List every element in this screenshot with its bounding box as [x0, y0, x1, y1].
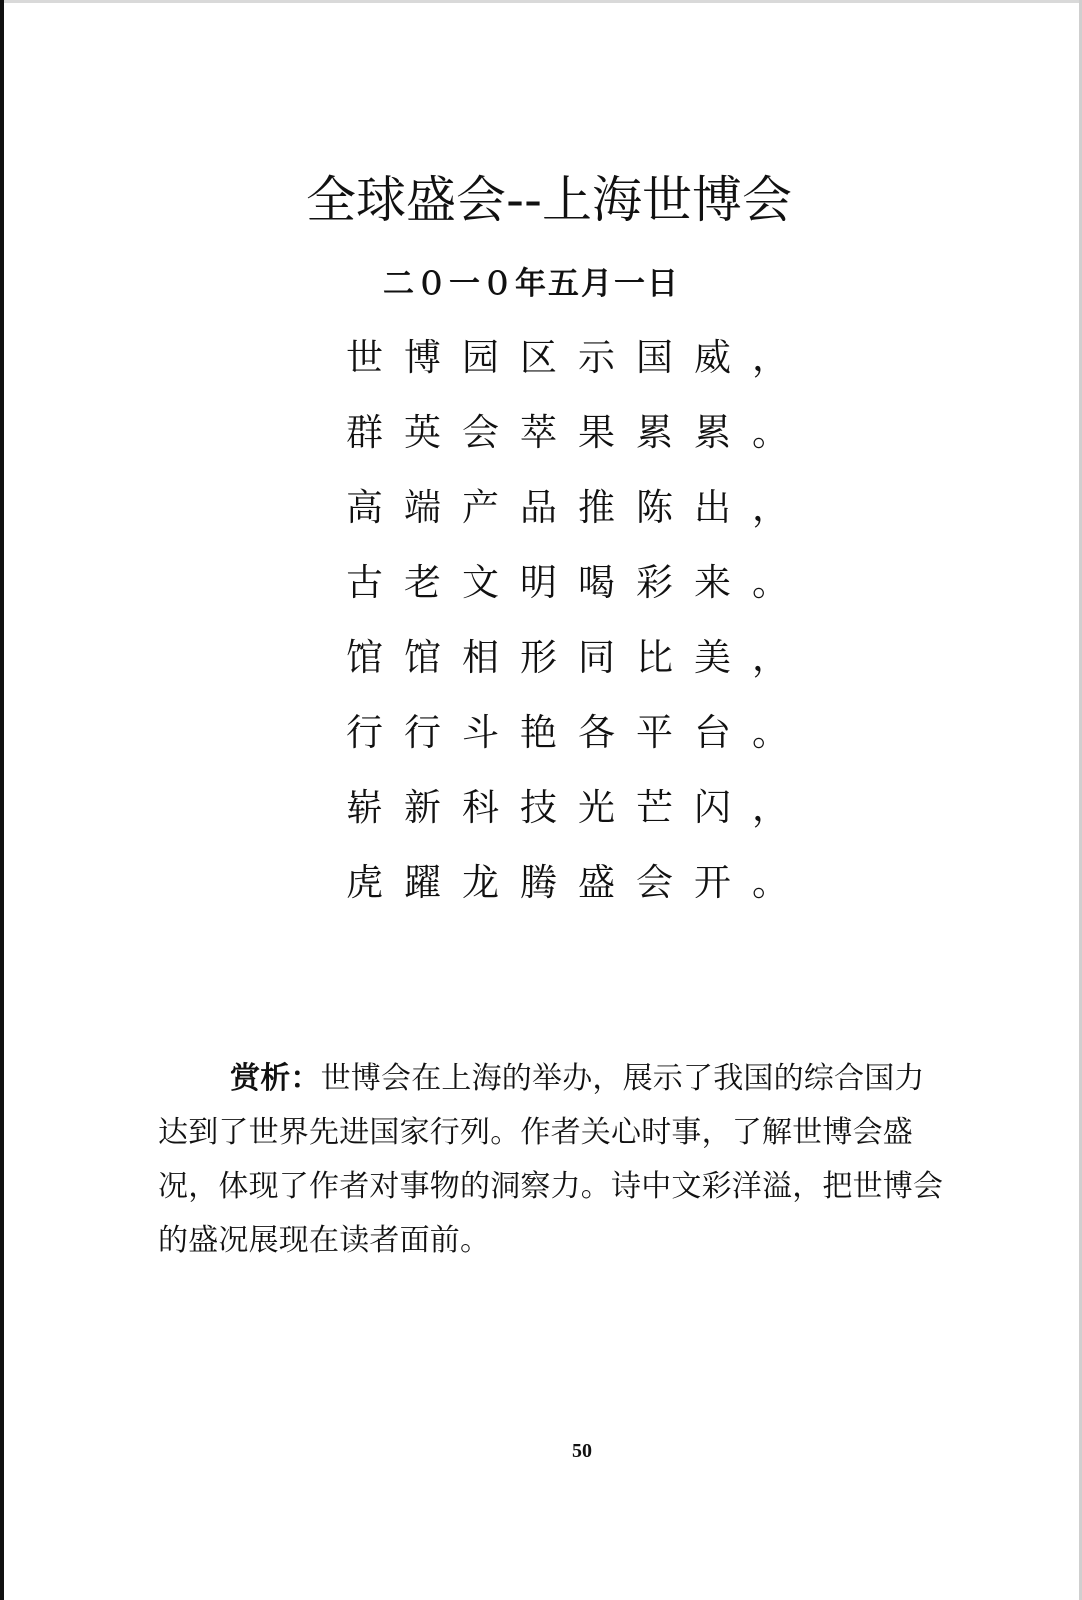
- scan-edge-left: [0, 0, 4, 1600]
- poem-line: 世博园区示国威，: [346, 336, 810, 379]
- poem-line: 群英会萃果累累。: [346, 411, 810, 454]
- poem-line: 高端产品推陈出，: [346, 486, 810, 529]
- poem-line: 崭新科技光芒闪，: [346, 786, 810, 829]
- poem-line: 虎躍龙腾盛会开。: [346, 861, 810, 904]
- poem-line: 行行斗艳各平台。: [346, 711, 810, 754]
- poem-line: 古老文明喝彩来。: [346, 561, 810, 604]
- poem-line: 馆馆相形同比美，: [346, 636, 810, 679]
- commentary-label: 赏析：: [230, 1061, 321, 1096]
- scan-edge-top: [0, 0, 1082, 3]
- commentary-text: 世博会在上海的举办，展示了我国的综合国力达到了世界先进国家行列。作者关心时事，了解世博会盛况，体现了作者对事物的洞察力。诗中文彩洋溢，把世博会的盛况展现在读者面前。: [158, 1061, 944, 1258]
- page-number: 50: [572, 1440, 592, 1462]
- poem-body: [346, 330, 810, 930]
- poem-date: 二０一０年五月一日: [383, 266, 680, 302]
- page-title: 全球盛会--上海世博会: [305, 171, 793, 229]
- commentary-paragraph: [158, 1052, 948, 1268]
